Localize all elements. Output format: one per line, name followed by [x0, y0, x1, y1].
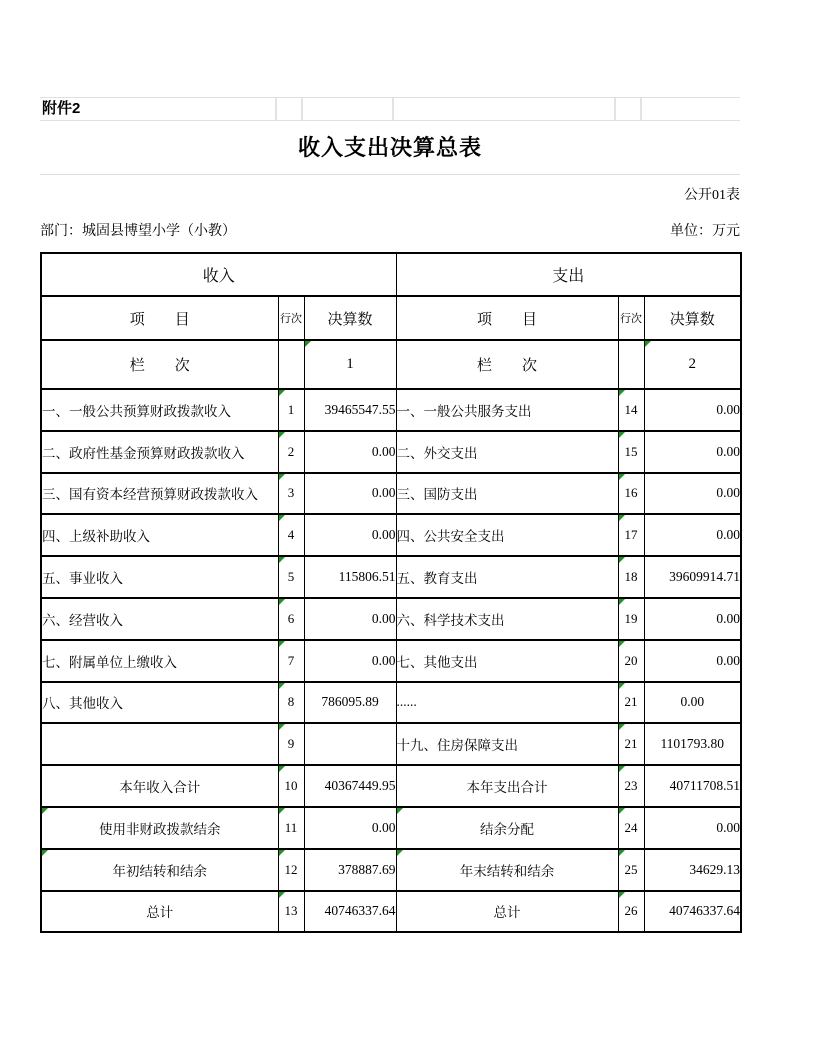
table-row	[41, 807, 741, 849]
left-amount-cell: 0.00	[304, 473, 396, 515]
right-line-cell: 21	[618, 682, 644, 724]
right-amount-cell: 0.00	[644, 807, 741, 849]
right-line-cell: 17	[618, 514, 644, 556]
error-marker-triangle-icon	[619, 724, 625, 730]
error-marker-triangle-icon	[42, 850, 48, 856]
right-line-cell: 18	[618, 556, 644, 598]
left-line-cell: 10	[278, 765, 304, 807]
error-marker-triangle-icon	[619, 641, 625, 647]
unit-label: 单位：万元	[670, 224, 740, 239]
error-marker-triangle-icon	[279, 808, 285, 814]
error-marker-triangle-icon	[619, 515, 625, 521]
right-item-cell: 十九、住房保障支出	[396, 723, 618, 765]
rank-index-cell: 2	[644, 340, 741, 389]
right-line-cell: 15	[618, 431, 644, 473]
item-column-header: 项 目	[396, 296, 618, 340]
right-line-cell: 25	[618, 849, 644, 891]
band-cell	[394, 98, 614, 120]
error-marker-triangle-icon	[279, 850, 285, 856]
right-item-cell: 五、教育支出	[396, 556, 618, 598]
left-line-cell: 12	[278, 849, 304, 891]
table-row	[41, 765, 741, 807]
item-column-header: 项 目	[41, 296, 278, 340]
right-item-cell: 总计	[396, 891, 618, 933]
right-item-cell: 六、科学技术支出	[396, 598, 618, 640]
left-amount-cell: 0.00	[304, 807, 396, 849]
left-amount-cell: 39465547.55	[304, 389, 396, 431]
left-amount-cell: 378887.69	[304, 849, 396, 891]
error-marker-triangle-icon	[619, 432, 625, 438]
error-marker-triangle-icon	[279, 432, 285, 438]
left-line-cell: 1	[278, 389, 304, 431]
right-amount-cell: 0.00	[644, 473, 741, 515]
right-line-cell: 26	[618, 891, 644, 933]
revenue-section-header: 收入	[41, 253, 396, 296]
left-amount-cell	[304, 723, 396, 765]
right-line-cell: 20	[618, 640, 644, 682]
left-line-cell: 9	[278, 723, 304, 765]
error-marker-triangle-icon	[619, 808, 625, 814]
left-item-cell	[41, 723, 278, 765]
band-cell	[642, 98, 740, 120]
error-marker-triangle-icon	[279, 892, 285, 898]
right-item-cell: 本年支出合计	[396, 765, 618, 807]
error-marker-triangle-icon	[305, 341, 311, 347]
table-row	[41, 849, 741, 891]
error-marker-triangle-icon	[279, 599, 285, 605]
right-item-cell: ......	[396, 682, 618, 724]
left-item-cell: 使用非财政拨款结余	[41, 807, 278, 849]
table-row	[41, 723, 741, 765]
left-amount-cell: 0.00	[304, 514, 396, 556]
error-marker-triangle-icon	[279, 641, 285, 647]
left-amount-cell: 40746337.64	[304, 891, 396, 933]
left-item-cell: 一、一般公共预算财政拨款收入	[41, 389, 278, 431]
amount-column-header: 决算数	[644, 296, 741, 340]
left-item-cell: 二、政府性基金预算财政拨款收入	[41, 431, 278, 473]
column-header-row	[41, 296, 741, 340]
left-item-cell: 五、事业收入	[41, 556, 278, 598]
right-amount-cell: 0.00	[644, 598, 741, 640]
band-cell	[616, 98, 640, 120]
line-column-header: 行次	[618, 296, 644, 340]
right-line-cell: 23	[618, 765, 644, 807]
right-amount-cell: 0.00	[644, 514, 741, 556]
rank-label: 栏 次	[396, 340, 618, 389]
table-row	[41, 514, 741, 556]
department-label: 部门：城固县博望小学（小教）	[40, 224, 236, 239]
right-item-cell: 二、外交支出	[396, 431, 618, 473]
right-line-cell: 14	[618, 389, 644, 431]
left-line-cell: 11	[278, 807, 304, 849]
rank-line-cell	[278, 340, 304, 389]
amount-column-header: 决算数	[304, 296, 396, 340]
error-marker-triangle-icon	[397, 808, 403, 814]
left-line-cell: 2	[278, 431, 304, 473]
error-marker-triangle-icon	[397, 850, 403, 856]
error-marker-triangle-icon	[619, 766, 625, 772]
left-item-cell: 总计	[41, 891, 278, 933]
rank-label: 栏 次	[41, 340, 278, 389]
attachment-label: 附件2	[40, 98, 275, 120]
table-code-label: 公开01表	[684, 188, 740, 203]
right-line-cell: 21	[618, 723, 644, 765]
left-amount-cell: 40367449.95	[304, 765, 396, 807]
right-amount-cell: 0.00	[644, 682, 741, 724]
rank-index-cell: 1	[304, 340, 396, 389]
rank-row	[41, 340, 741, 389]
error-marker-triangle-icon	[279, 724, 285, 730]
left-item-cell: 四、上级补助收入	[41, 514, 278, 556]
band-cell	[303, 98, 392, 120]
right-line-cell: 16	[618, 473, 644, 515]
table-row	[41, 682, 741, 724]
left-item-cell: 六、经营收入	[41, 598, 278, 640]
left-line-cell: 3	[278, 473, 304, 515]
table-row	[41, 389, 741, 431]
error-marker-triangle-icon	[279, 390, 285, 396]
error-marker-triangle-icon	[279, 557, 285, 563]
left-amount-cell: 0.00	[304, 598, 396, 640]
expenditure-section-header: 支出	[396, 253, 741, 296]
left-amount-cell: 0.00	[304, 640, 396, 682]
error-marker-triangle-icon	[619, 599, 625, 605]
table-row	[41, 556, 741, 598]
left-line-cell: 7	[278, 640, 304, 682]
left-line-cell: 6	[278, 598, 304, 640]
left-line-cell: 4	[278, 514, 304, 556]
line-column-header: 行次	[278, 296, 304, 340]
error-marker-triangle-icon	[619, 390, 625, 396]
right-amount-cell: 0.00	[644, 431, 741, 473]
right-item-cell: 年末结转和结余	[396, 849, 618, 891]
meta-row	[40, 220, 740, 240]
right-item-cell: 三、国防支出	[396, 473, 618, 515]
right-amount-cell: 0.00	[644, 640, 741, 682]
table-row	[41, 640, 741, 682]
error-marker-triangle-icon	[619, 474, 625, 480]
header-band	[40, 97, 740, 121]
right-amount-cell: 34629.13	[644, 849, 741, 891]
left-line-cell: 8	[278, 682, 304, 724]
right-item-cell: 结余分配	[396, 807, 618, 849]
budget-summary-table	[40, 252, 742, 933]
error-marker-triangle-icon	[42, 808, 48, 814]
right-amount-cell: 39609914.71	[644, 556, 741, 598]
right-item-cell: 七、其他支出	[396, 640, 618, 682]
error-marker-triangle-icon	[279, 683, 285, 689]
section-header-row	[41, 253, 741, 296]
band-cell	[277, 98, 301, 120]
left-item-cell: 七、附属单位上缴收入	[41, 640, 278, 682]
error-marker-triangle-icon	[279, 474, 285, 480]
page-title: 收入支出决算总表	[40, 122, 740, 175]
right-amount-cell: 40746337.64	[644, 891, 741, 933]
table-row	[41, 598, 741, 640]
table-row	[41, 891, 741, 933]
error-marker-triangle-icon	[279, 515, 285, 521]
left-line-cell: 5	[278, 556, 304, 598]
left-item-cell: 年初结转和结余	[41, 849, 278, 891]
rank-line-cell	[618, 340, 644, 389]
right-item-cell: 一、一般公共服务支出	[396, 389, 618, 431]
left-item-cell: 八、其他收入	[41, 682, 278, 724]
right-amount-cell: 1101793.80	[644, 723, 741, 765]
table-row	[41, 473, 741, 515]
right-line-cell: 19	[618, 598, 644, 640]
error-marker-triangle-icon	[619, 892, 625, 898]
left-line-cell: 13	[278, 891, 304, 933]
error-marker-triangle-icon	[619, 850, 625, 856]
error-marker-triangle-icon	[619, 557, 625, 563]
left-amount-cell: 115806.51	[304, 556, 396, 598]
left-amount-cell: 0.00	[304, 431, 396, 473]
error-marker-triangle-icon	[645, 341, 651, 347]
error-marker-triangle-icon	[279, 766, 285, 772]
left-amount-cell: 786095.89	[304, 682, 396, 724]
left-item-cell: 本年收入合计	[41, 765, 278, 807]
left-item-cell: 三、国有资本经营预算财政拨款收入	[41, 473, 278, 515]
table-row	[41, 431, 741, 473]
right-amount-cell: 0.00	[644, 389, 741, 431]
error-marker-triangle-icon	[619, 683, 625, 689]
right-line-cell: 24	[618, 807, 644, 849]
right-item-cell: 四、公共安全支出	[396, 514, 618, 556]
right-amount-cell: 40711708.51	[644, 765, 741, 807]
